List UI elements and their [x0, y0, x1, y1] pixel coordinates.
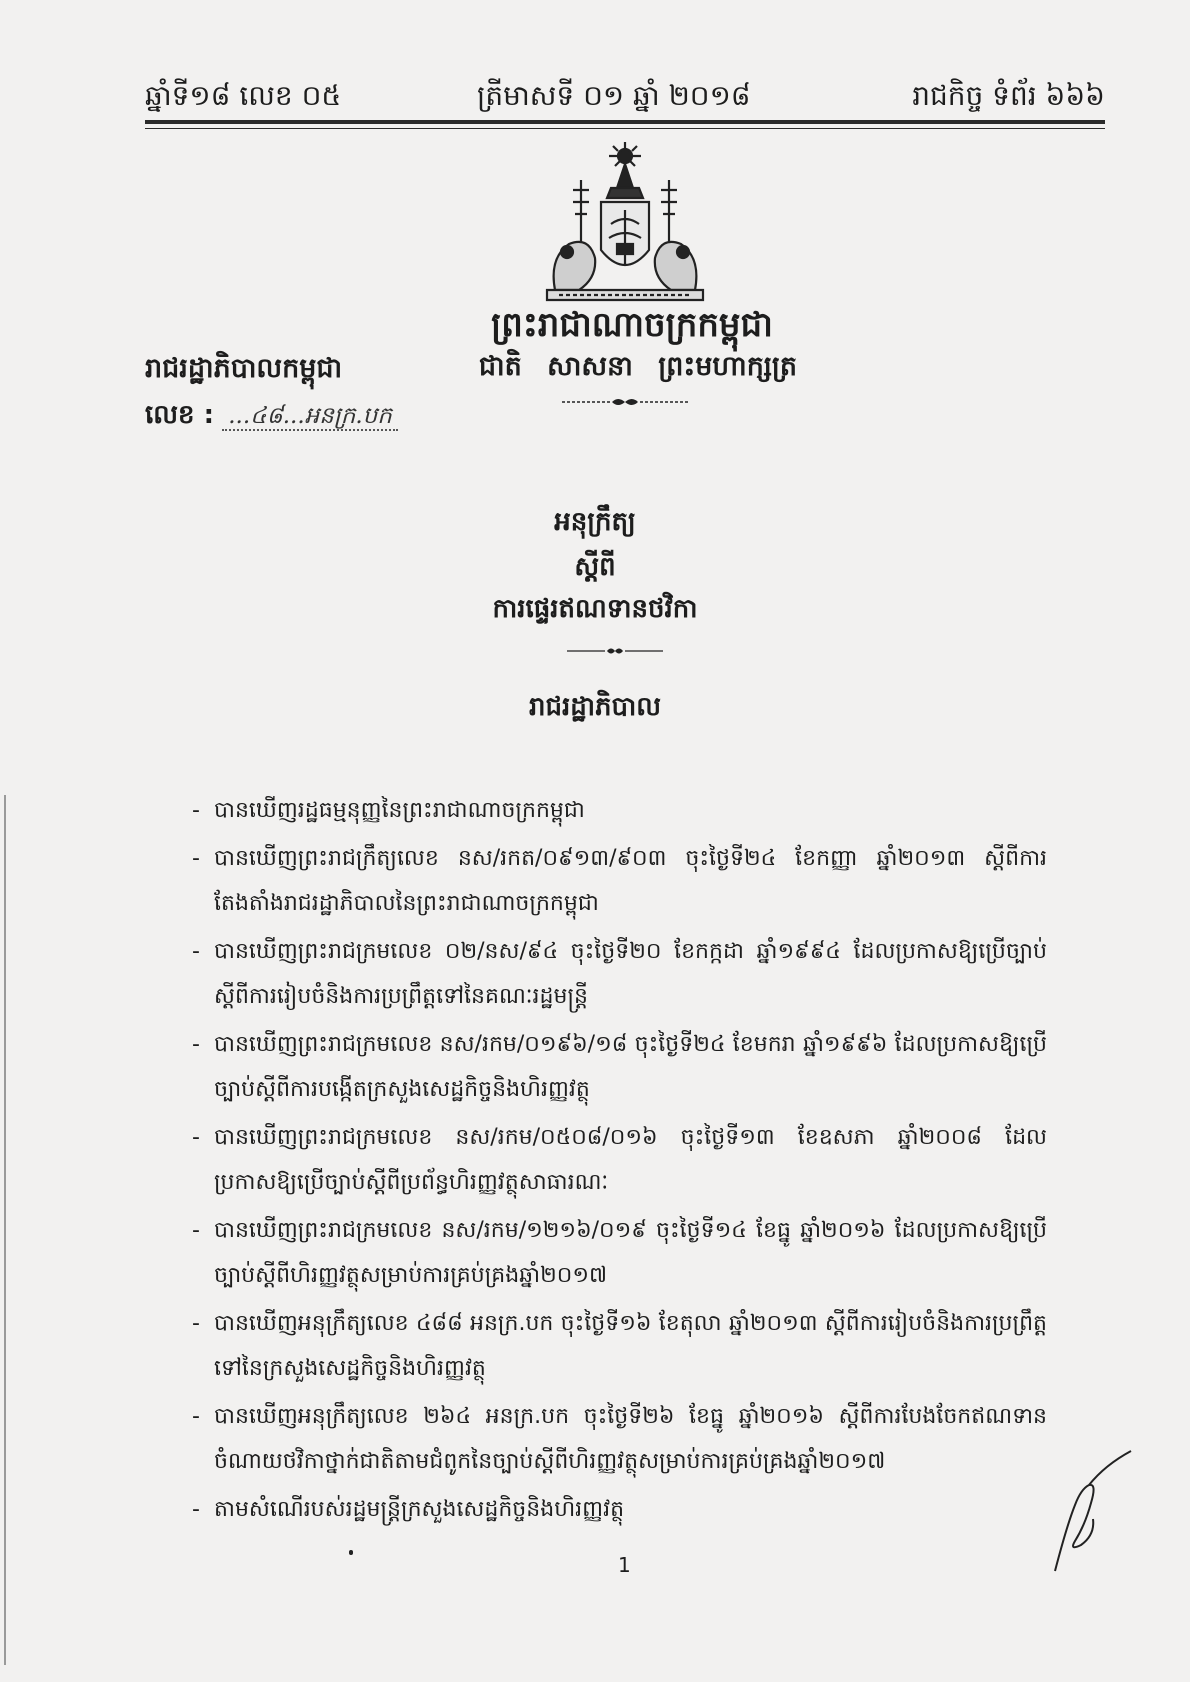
consideration-item: - បានឃើញព្រះរាជក្រមលេខ នស/រកម/១២១៦/០១៩ ចុះថ្ងៃទី១៤ ខែធ្នូ ឆ្នាំ២០១៦ ដែលប្រកាសឱ្យប្រើច្បាប់ស្តីពីហិរញ្ញវត្ថុសម្រាប់ការគ្រប់គ្រងឆ្នាំ២០១៧: [192, 1208, 1047, 1298]
stray-mark: [349, 1550, 353, 1555]
document-about: ស្តីពី: [574, 552, 616, 582]
document-issuer: រាជរដ្ឋាភិបាល: [528, 692, 662, 722]
national-motto: ជាតិ សាសនា ព្រះមហាក្សត្រ: [478, 351, 798, 382]
consideration-item: - បានឃើញអនុក្រឹត្យលេខ ៤៨៨ អនក្រ.បក ចុះថ្ងៃទី១៦ ខែតុលា ឆ្នាំ២០១៣ ស្តីពីការរៀបចំនិងការប្រព្រឹត្តទៅនៃក្រសួងសេដ្ឋកិច្ចនិងហិរញ្ញវត្ថុ: [192, 1301, 1047, 1391]
header-page-ref: រាជកិច្ច ទំព័រ ៦៦៦: [912, 79, 1105, 112]
consideration-item: - បានឃើញព្រះរាជក្រមលេខ ០២/នស/៩៤ ចុះថ្ងៃទី២០ ខែកក្កដា ឆ្នាំ១៩៩៤ ដែលប្រកាសឱ្យប្រើច្បាប់ស្តីពីការរៀបចំនិងការប្រព្រឹត្តទៅនៃគណៈរដ្ឋមន្ត្រី: [192, 929, 1047, 1019]
document-number-value: ...៤៨...អនក្រ.បក: [222, 403, 398, 431]
page-number: 1: [618, 1553, 631, 1577]
handwritten-initials-signature: [1045, 1445, 1135, 1575]
header-year-issue: ឆ្នាំទី១៨ លេខ ០៥: [145, 79, 342, 112]
scan-edge-line: [4, 795, 6, 1665]
document-number: [145, 398, 398, 436]
consideration-item: - បានឃើញអនុក្រឹត្យលេខ ២៦៤ អនក្រ.បក ចុះថ្ងៃទី២៦ ខែធ្នូ ឆ្នាំ២០១៦ ស្តីពីការបែងចែកឥណទានចំណាយថវិកាថ្នាក់ជាតិតាមជំពូកនៃច្បាប់ស្តីពីហិរញ្ញវត្ថុសម្រាប់ការគ្រប់គ្រងឆ្នាំ២០១៧: [192, 1394, 1047, 1484]
header-rule-thin: [145, 128, 1105, 129]
running-header: [145, 72, 1105, 122]
kingdom-title: ព្រះរាជាណាចក្រកម្ពុជា: [491, 305, 773, 345]
considerations-list: [192, 788, 1047, 1535]
header-rule-thick: [145, 120, 1105, 124]
ornament-divider-small: [565, 645, 665, 657]
consideration-item: - បានឃើញព្រះរាជក្រមលេខ នស/រកម/០៥០៨/០១៦ ចុះថ្ងៃទី១៣ ខែឧសភា ឆ្នាំ២០០៨ ដែលប្រកាសឱ្យប្រើច្បាប់ស្តីពីប្រព័ន្ធហិរញ្ញវត្ថុសាធារណៈ: [192, 1115, 1047, 1205]
document-type: អនុក្រឹត្យ: [554, 507, 636, 537]
consideration-item: - បានឃើញព្រះរាជក្រមលេខ នស/រកម/០១៩៦/១៨ ចុះថ្ងៃទី២៤ ខែមករា ឆ្នាំ១៩៩៦ ដែលប្រកាសឱ្យប្រើច្បាប់ស្តីពីការបង្កើតក្រសួងសេដ្ឋកិច្ចនិងហិរញ្ញវត្ថុ: [192, 1022, 1047, 1112]
issuing-government: រាជរដ្ឋាភិបាលកម្ពុជា: [145, 353, 343, 384]
consideration-item: - តាមសំណើរបស់រដ្ឋមន្ត្រីក្រសួងសេដ្ឋកិច្ចនិងហិរញ្ញវត្ថុ: [192, 1487, 1047, 1532]
document-number-label: លេខ :: [145, 400, 214, 430]
header-quarter: ត្រីមាសទី ០១ ឆ្នាំ ២០១៨: [477, 79, 751, 112]
consideration-item: - បានឃើញព្រះរាជក្រឹត្យលេខ នស/រកត/០៩១៣/៩០៣ ចុះថ្ងៃទី២៤ ខែកញ្ញា ឆ្នាំ២០១៣ ស្តីពីការតែងតាំងរាជរដ្ឋាភិបាលនៃព្រះរាជាណាចក្រកម្ពុជា: [192, 836, 1047, 926]
royal-coat-of-arms-emblem: [535, 140, 715, 310]
ornament-divider: [560, 395, 690, 409]
document-subject: ការផ្ទេរឥណទានថវិកា: [492, 594, 698, 624]
consideration-item: - បានឃើញរដ្ឋធម្មនុញ្ញនៃព្រះរាជាណាចក្រកម្ពុជា: [192, 788, 1047, 833]
